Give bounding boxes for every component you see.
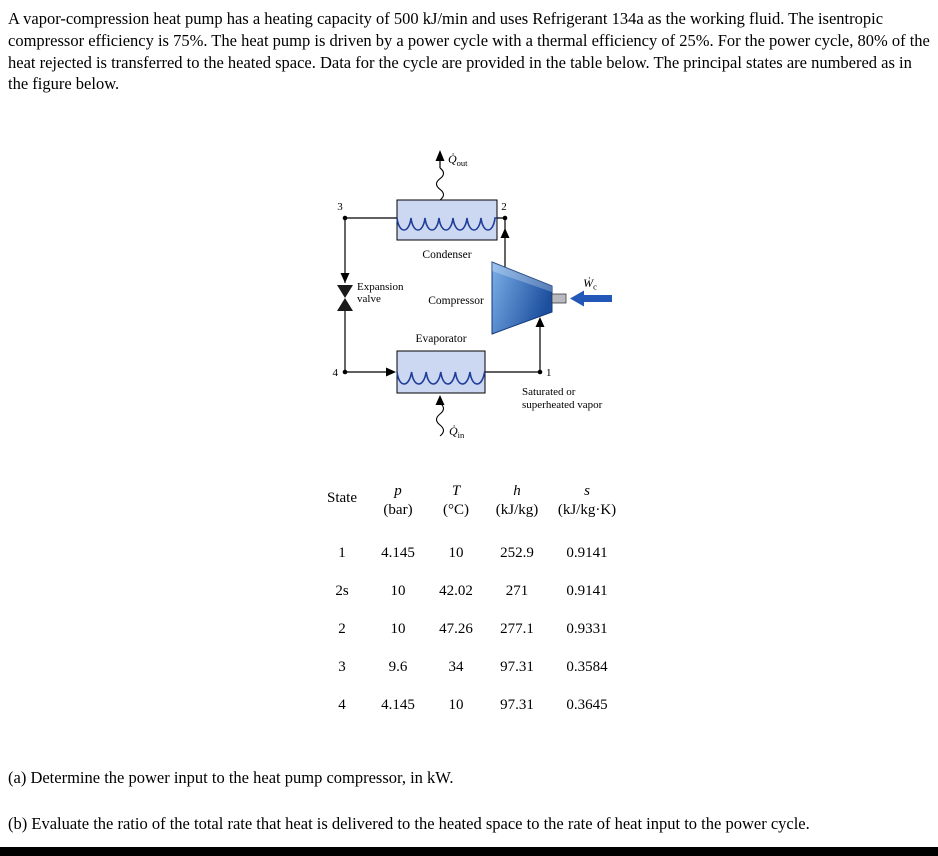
- flow-arrow-right-icon: [386, 368, 396, 377]
- pipe-valve-to-evaporator: [345, 311, 393, 372]
- state-4-dot: [343, 370, 348, 375]
- state-1-label: 1: [546, 367, 552, 379]
- expansion-valve-label-line1: Expansion: [357, 281, 404, 293]
- state-1-dot: [538, 370, 543, 375]
- cell-state: 2: [338, 620, 346, 637]
- pipe-condenser-to-valve: [345, 218, 397, 283]
- cell-state: 2s: [335, 582, 349, 599]
- expansion-valve-label-line2: valve: [357, 293, 381, 305]
- cell-pressure: 10: [390, 582, 406, 599]
- table-row: [314, 686, 626, 724]
- cell-enthalpy: 252.9: [500, 544, 534, 561]
- state-3-dot: [343, 216, 348, 221]
- col-header-enthalpy: h (kJ/kg): [495, 483, 539, 518]
- cell-entropy: 0.3645: [566, 696, 608, 713]
- col-header-temperature: T (°C): [443, 483, 469, 518]
- condenser-label: Condenser: [422, 249, 472, 261]
- cell-state: 3: [338, 658, 346, 675]
- table-row: [314, 648, 626, 686]
- cell-state: 4: [338, 696, 346, 713]
- cell-enthalpy: 271: [505, 582, 529, 599]
- cell-enthalpy: 97.31: [500, 658, 534, 675]
- cell-state: 1: [338, 544, 346, 561]
- compressor-shaft: [552, 294, 566, 303]
- cell-pressure: 4.145: [381, 696, 415, 713]
- state-table: [314, 482, 626, 724]
- flow-arrow-up-discharge-icon: [501, 228, 510, 238]
- question-a: (a) Determine the power input to the heat pump compressor, in kW.: [8, 768, 454, 787]
- cell-temperature: 10: [448, 544, 464, 561]
- col-header-pressure: p (bar): [383, 483, 413, 518]
- table-row: [314, 572, 626, 610]
- q-in-squiggle: [437, 403, 444, 436]
- state-4-label: 4: [332, 367, 338, 379]
- q-out-label: $Q̇_{out}$: [448, 152, 468, 168]
- cell-pressure: 9.6: [388, 658, 408, 675]
- state-2-label: 2: [501, 201, 507, 213]
- table-row: [314, 534, 626, 572]
- cell-entropy: 0.9331: [566, 620, 608, 637]
- pipe-compressor-to-condenser: [497, 218, 505, 267]
- flow-arrow-down-icon: [341, 273, 350, 283]
- work-input-label: Ẇ$_c$: [583, 276, 597, 292]
- cell-temperature: 10: [448, 696, 464, 713]
- cell-enthalpy: 277.1: [500, 620, 534, 637]
- work-input-arrow-icon: [570, 291, 612, 307]
- state-2-dot: [503, 216, 508, 221]
- cell-temperature: 47.26: [439, 620, 473, 637]
- table-row: [314, 610, 626, 648]
- flow-arrow-up-suction-icon: [536, 317, 545, 327]
- q-in-label: $Q̇_{in}$: [449, 424, 465, 440]
- heat-pump-cycle-diagram: [300, 140, 630, 460]
- cell-entropy: 0.9141: [566, 582, 608, 599]
- expansion-valve-icon: [337, 285, 353, 298]
- col-header-state: State: [327, 489, 357, 506]
- question-b: (b) Evaluate the ratio of the total rate that heat is delivered to the heated space to the rate of heat input to the power cycle.: [8, 814, 810, 833]
- state-1-note-line2: superheated vapor: [522, 399, 603, 411]
- col-header-entropy: s (kJ/kg·K): [557, 483, 617, 518]
- cell-pressure: 10: [390, 620, 406, 637]
- q-out-squiggle: [437, 168, 444, 200]
- state-1-note-line1: Saturated or: [522, 386, 576, 398]
- compressor-label: Compressor: [428, 295, 484, 307]
- table-header-row: [314, 482, 626, 534]
- cell-entropy: 0.9141: [566, 544, 608, 561]
- bottom-bar: [0, 847, 938, 856]
- cell-entropy: 0.3584: [566, 658, 608, 675]
- cell-temperature: 34: [448, 658, 464, 675]
- evaporator-label: Evaporator: [415, 333, 467, 345]
- cell-enthalpy: 97.31: [500, 696, 534, 713]
- cell-temperature: 42.02: [439, 582, 473, 599]
- state-3-label: 3: [337, 201, 343, 213]
- problem-statement: A vapor-compression heat pump has a heating capacity of 500 kJ/min and uses Refrigerant 134a as the working fluid. The isentropic compressor efficiency is 75%. The heat pump is driven by a power cycle with a thermal efficiency of 25%. For the power cycle, 80% of the heat rejected is transferred to the heated space. Data for the cycle are provided in the table below. The principal states are numbered as in the figure below.: [8, 9, 930, 94]
- cell-pressure: 4.145: [381, 544, 415, 561]
- expansion-valve-icon: [337, 298, 353, 311]
